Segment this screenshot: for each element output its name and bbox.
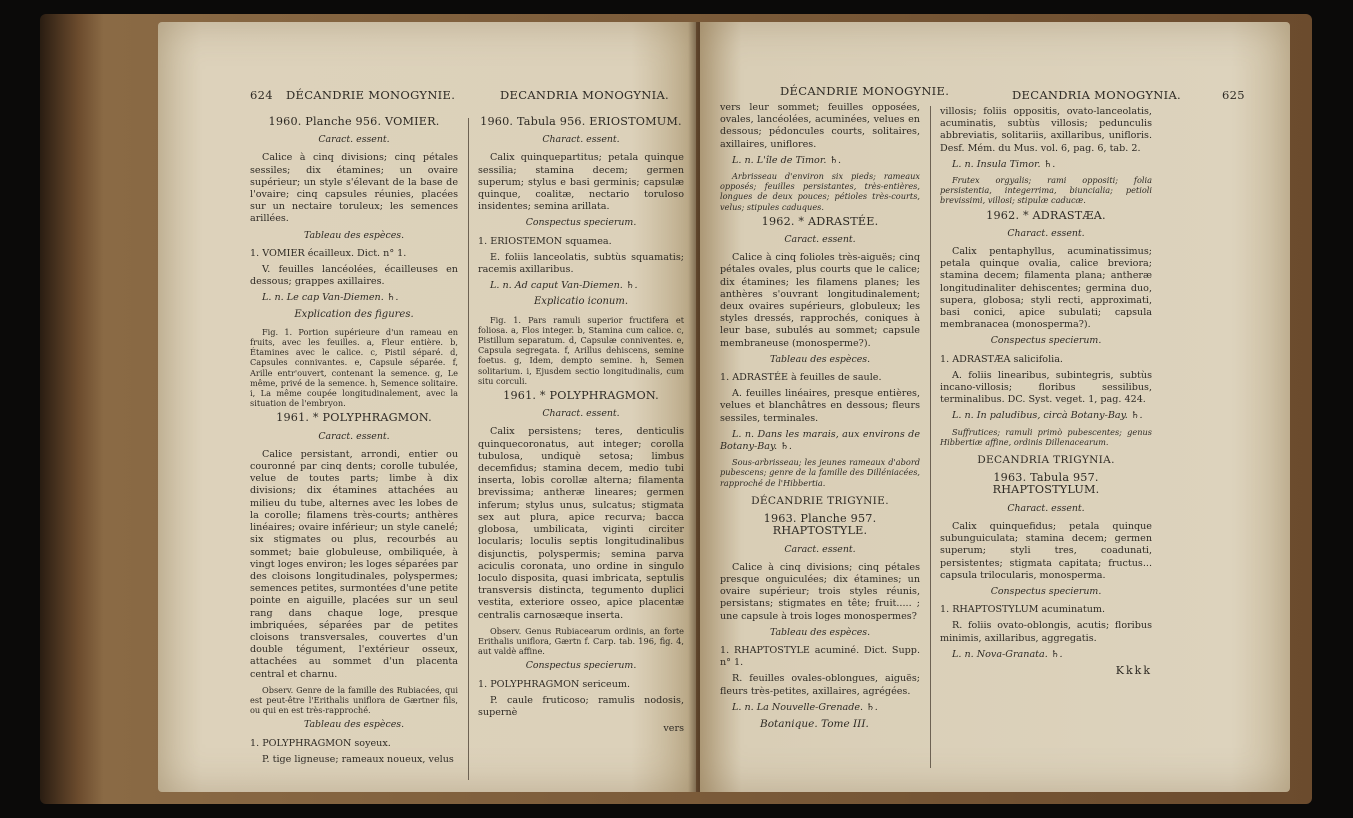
observation-latin: Observ. Genus Rubiacearum ordinis, an forte Erithalis uniflora, Gærtn f. Carp. tab. 196, fig. 4, aut valdè affine.: [478, 625, 684, 657]
conspectus-label: Conspectus specierum.: [525, 217, 637, 229]
signature-mark: Kkkk: [1115, 663, 1152, 677]
genus-heading-2: 1961. * POLYPHRAGMON.: [276, 411, 432, 425]
genus-description: Calice à cinq divisions; cinq pétales sessiles; dix étamines; un ovaire supérieur; un style s'élevant de la base de l'ovaire; cinq capsules réunies, placées sur un nectaire toruleux; les semences arillées.: [250, 152, 458, 225]
charact-label: Charact. essent.: [542, 134, 620, 146]
caract-label-fr: Caract. essent.: [784, 234, 856, 246]
species-description-fr-2: R. feuilles ovales-oblongues, aiguës; fleurs très-petites, axillaires, agrégées.: [720, 673, 920, 697]
column-rule-right: [930, 106, 931, 768]
right-page-number: 625: [1222, 88, 1245, 102]
genus-description-fr-2: Calice à cinq divisions; cinq pétales presque onguiculées; dix étamines; un ovaire supérieur; trois styles réunis, persistans; stigmates en tête; fruit..... ; une capsule à trois loges monospermes?: [720, 561, 920, 622]
species-locality-fr-3: L. n. La Nouvelle-Grenade. ♄.: [732, 701, 878, 713]
left-running-head: DÉCANDRIE MONOGYNIE.: [286, 88, 456, 102]
conspectus-label-r: Conspectus specierum.: [990, 335, 1102, 347]
genus-heading-fr: 1962. * ADRASTÉE.: [761, 214, 879, 228]
left-page: [158, 22, 696, 792]
species-name: 1. VOMIER écailleux. Dict. n° 1.: [250, 247, 407, 259]
genus-description-fr: Calice à cinq folioles très-aiguës; cinq pétales ovales, plus courts que le calice; dix étamines; les filamens planes; les anthères s'ouvrant longitudinalement; deux ovaires supérieurs, globuleux; les styles dressés, rapprochés, coniques à leur base, subulés au sommet; capsule membraneuse (monosperme?).: [720, 252, 920, 349]
species-name-latin-r: 1. ADRASTÆA salicifolia.: [940, 353, 1063, 365]
conspectus-label-2: Conspectus specierum.: [525, 660, 637, 672]
explication-label: Explication des figures.: [294, 308, 414, 320]
species-name-latin: 1. ERIOSTEMON squamea.: [478, 235, 612, 247]
genus-description-latin-r: Calix pentaphyllus, acuminatissimus; petala quinque ovalia, calice breviora; stamina decem; filamenta plana; antheræ longitudinaliter dehiscentes; germina duo, supera, globosa; styli recti, approximati, basi conici, apice subulati; capsula membranacea (monosperma?).: [940, 246, 1152, 331]
continued-text: vers leur sommet; feuilles opposées, ovales, lancéolées, acuminées, velues en dessous; pédoncules courts, solitaires, axillaires, uniflores.: [720, 102, 920, 150]
species-description-fr: A. feuilles linéaires, presque entières, velues et blanchâtres en dessous; fleurs sessiles, terminales.: [720, 388, 920, 424]
species-locality-fr: L. n. L'île de Timor. ♄.: [732, 154, 842, 166]
conspectus-label-r2: Conspectus specierum.: [990, 585, 1102, 597]
right-page: [700, 22, 1290, 792]
species-description: V. feuilles lancéolées, écailleuses en dessous; grappes axillaires.: [250, 264, 458, 288]
species-description-latin: E. foliis lanceolatis, subtùs squamatis; racemis axillaribus.: [478, 251, 684, 276]
species-description-latin-2: P. caule fruticoso; ramulis nodosis, supernè: [478, 694, 684, 718]
figure-caption-latin: Fig. 1. Pars ramuli superior fructifera et foliosa. a, Flos integer. b, Stamina cum calice. c, Pistillum separatum. d, Capsulæ conniventes. e, Capsula segregata. f, Arillus dehiscens, semine foetus. g, Idem, dempto semine. h, Semen solitarium. i, Ejusdem sectio longitudinalis, cum situ corculi.: [478, 314, 684, 386]
left-col2: [478, 112, 684, 792]
genus-description-latin-r2: Calix quinquefidus; petala quinque subunguiculata; stamina decem; germen superum; styli tres, coadunati, persistentes; stigmata capitata; fructus... capsula trilocularis, monosperma.: [940, 520, 1152, 581]
tableau-label-fr-2: Tableau des espèces.: [769, 626, 871, 638]
genus-heading-latin-r: 1962. * ADRASTÆA.: [986, 208, 1106, 222]
genus-heading-latin: 1960. Tabula 956. ERIOSTOMUM.: [480, 115, 682, 128]
left-col2-running-head: DECANDRIA MONOGYNIA.: [500, 88, 669, 102]
charact-label-r: Charact. essent.: [1007, 227, 1085, 239]
caract-label-2: Caract. essent.: [318, 430, 390, 442]
tableau-label-fr: Tableau des espèces.: [769, 353, 871, 365]
genus-description-latin-2: Calix persistens; teres, denticulis quinquecoronatus, aut integer; corolla tubulosa, undiquè setosa; limbus decemfidus; stamina decem, medio tubi inserta, lobis corollæ alterna; filamenta brevissima; antheræ lineares; germen inferum; stylus unus, sulcatus; stigmata sex aut plura, apice recurva; bacca globosa, umbilicata, viginti circiter locularis; loculis septis longitudinalibus disjunctis, polyspermis; semina parva aciculis coronata, uno ordine in singulo loculo disposita, quasi imbricata, septulis transversis distincta, tegumento duplici vestita, exteriore osseo, apice placentæ centralis carnosæque inserta.: [478, 426, 684, 621]
species-name-latin-r2: 1. RHAPTOSTYLUM acuminatum.: [940, 604, 1106, 616]
genus-heading-latin-r2: 1963. Tabula 957. RHAPTOSTYLUM.: [992, 471, 1100, 497]
species-name-fr-2: 1. RHAPTOSTYLE acuminé. Dict. Supp. n° 1.: [720, 644, 920, 669]
charact-label-r2: Charact. essent.: [1007, 502, 1085, 514]
genus-description-latin: Calix quinquepartitus; petala quinque sessilia; stamina decem; germen superum; stylus e basi germinis; capsulæ quinque, coalitæ, nectario toruloso insidentes; semina arillata.: [478, 152, 684, 213]
caract-label-fr-2: Caract. essent.: [784, 543, 856, 555]
right-running-head: DÉCANDRIE MONOGYNIE.: [780, 84, 950, 98]
genus-description-2: Calice persistant, arrondi, entier ou couronné par cinq dents; corolle tubulée, velue de toutes parts; limbe à dix divisions; dix étamines attachées au milieu du tube, alternes avec les lobes de la corolle; filamens très-courts; anthères linéaires; ovaire inférieur; un style canelé; six stigmates ou plus, recourbés au sommet; baie globuleuse, ombiliquée, à vingt loges environ; les loges séparées par des cloisons longitudinales, polyspermes; semences petites, surmontées d'une petite pointe en aiguille, placées sur un seul rang dans chaque loge, presque imbriquées, séparées par de petites cloisons transversales, couvertes d'un double tégument, l'extérieur osseux, attachées au sommet d'un placenta central et charnu.: [250, 448, 458, 680]
catchword: vers: [663, 723, 684, 735]
column-rule: [468, 118, 469, 780]
species-note: Arbrisseau d'environ six pieds; rameaux opposés; feuilles persistantes, très-entières, longues de deux pouces; pétioles très-courts, velus; stipules caduques.: [720, 171, 920, 212]
page-footer: Botanique. Tome III.: [760, 717, 869, 730]
left-page-number: 624: [250, 88, 273, 102]
species-note-2: Sous-arbrisseau; les jeunes rameaux d'abord pubescens; genre de la famille des Dilléniacées, rapproché de l'Hibbertia.: [720, 457, 920, 488]
section-heading-latin: DECANDRIA TRIGYNIA.: [977, 454, 1115, 467]
species-locality-latin-r2: L. n. In paludibus, circà Botany-Bay. ♄.: [952, 410, 1143, 422]
species-locality: L. n. Le cap Van-Diemen. ♄.: [262, 292, 399, 304]
species-description-2: P. tige ligneuse; rameaux noueux, velus: [262, 753, 454, 765]
species-locality-fr-2: L. n. Dans les marais, aux environs de Botany-Bay. ♄.: [720, 428, 920, 453]
species-name-latin-2: 1. POLYPHRAGMON sericeum.: [478, 678, 631, 690]
figure-caption: Fig. 1. Portion supérieure d'un rameau en fruits, avec les feuilles. a, Fleur entière. b, Étamines avec le calice. c, Pistil séparé. d, Capsules connivantes. e, Capsule séparée. f, Arille entr'ouvert, contenant la semence. g, Le même, privé de la semence. h, Semence solitaire. i, La même coupée longitudinalement, avec la situation de l'embryon.: [250, 326, 458, 409]
tableau-label: Tableau des espèces.: [303, 229, 405, 241]
right-col1: [720, 102, 920, 792]
right-col2: [940, 106, 1152, 792]
species-description-latin-r2: R. foliis ovato-oblongis, acutis; floribus minimis, axillaribus, aggregatis.: [940, 620, 1152, 644]
explicatio-label: Explicatio iconum.: [533, 296, 629, 308]
species-name-2: 1. POLYPHRAGMON soyeux.: [250, 737, 391, 749]
observation: Observ. Genre de la famille des Rubiacées, qui est peut-être l'Erithalis uniflora de Gærtner fils, ou qui en est très-rapproché.: [250, 684, 458, 716]
continued-text-latin: villosis; foliis oppositis, ovato-lanceolatis, acuminatis, subtùs villosis; pedunculis abbreviatis, solitariis, axillaribus, unifloris. Desf. Mém. du Mus. vol. 6, pag. 6, tab. 2.: [940, 106, 1152, 154]
species-locality-latin-r3: L. n. Nova-Granata. ♄.: [952, 648, 1063, 660]
caract-label: Caract. essent.: [318, 134, 390, 146]
species-note-latin: Frutex orgyalis; rami oppositi; folia persistentia, integerrima, biuncialia; petioli brevissimi, villosi; stipulæ caducæ.: [940, 175, 1152, 206]
species-note-latin-2: Suffrutices; ramuli primò pubescentes; genus Hibbertiæ affine, ordinis Dillenacearum.: [940, 426, 1152, 447]
charact-label-2: Charact. essent.: [542, 408, 620, 420]
right-col2-running-head: DECANDRIA MONOGYNIA.: [1012, 88, 1181, 102]
tableau-label-2: Tableau des espèces.: [303, 719, 405, 731]
genus-heading: 1960. Planche 956. VOMIER.: [268, 115, 440, 128]
species-name-fr: 1. ADRASTÉE à feuilles de saule.: [720, 372, 882, 384]
left-col1: [250, 112, 458, 792]
section-heading-fr: DÉCANDRIE TRIGYNIE.: [751, 494, 889, 507]
species-description-latin-r: A. foliis linearibus, subintegris, subtùs incano-villosis; floribus sessilibus, terminalibus. DC. Syst. veget. 1, pag. 424.: [940, 369, 1152, 406]
species-locality-latin: L. n. Ad caput Van-Diemen. ♄.: [490, 280, 638, 292]
species-locality-latin-r: L. n. Insula Timor. ♄.: [952, 158, 1056, 170]
genus-heading-fr-2: 1963. Planche 957. RHAPTOSTYLE.: [763, 512, 877, 538]
genus-heading-latin-2: 1961. * POLYPHRAGMON.: [503, 389, 659, 403]
